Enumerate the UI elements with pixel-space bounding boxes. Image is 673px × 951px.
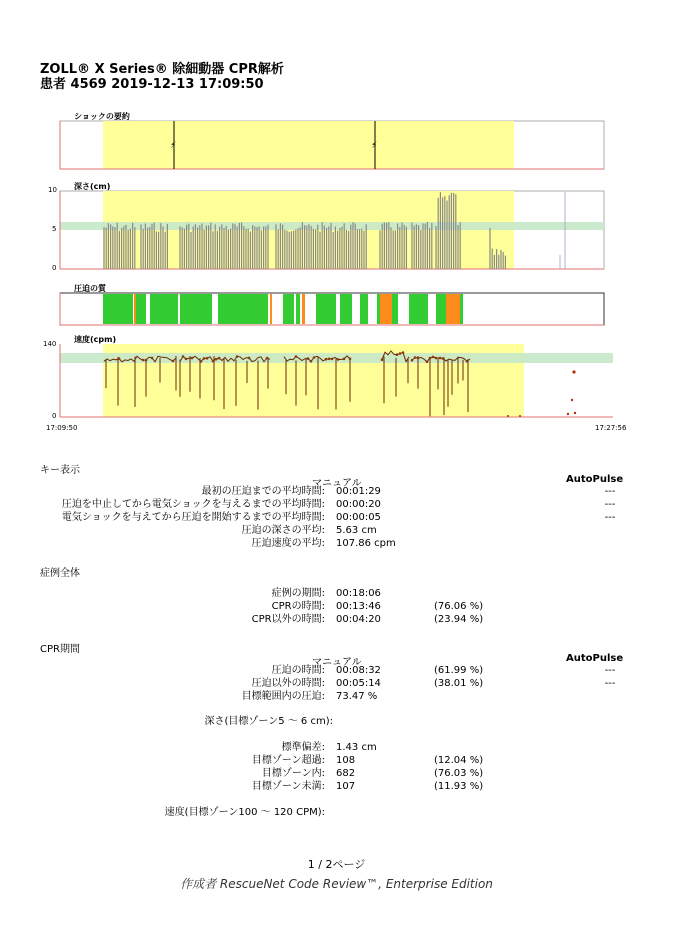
rate-point [435, 357, 438, 360]
overall-row [0, 588, 673, 600]
report-title: ZOLL® X Series® 除細動器 CPR解析 [40, 62, 284, 77]
rate-point [466, 360, 469, 363]
overall-row [0, 614, 673, 626]
row-value: 00:01:29 [336, 486, 381, 497]
rate-chart [60, 344, 613, 417]
key-row [0, 499, 673, 511]
row-label: 目標ゾーン内: [261, 768, 325, 779]
cpr-charts [0, 0, 673, 440]
shock-summary-chart [60, 121, 604, 169]
row-value: 107 [336, 781, 356, 792]
depth-chart-label: 深さ(cm) [74, 182, 111, 191]
rate-point [118, 357, 121, 360]
row-value: 00:08:32 [336, 665, 381, 676]
rate-point [439, 357, 442, 360]
row-value: 00:04:20 [336, 614, 381, 625]
quality-segment [218, 294, 268, 324]
manual-column-header: マニュアル [312, 657, 362, 668]
quality-segment [360, 294, 368, 324]
rate-point [432, 356, 435, 359]
row-percent: (61.99 %) [434, 665, 484, 676]
rate-point [203, 357, 206, 360]
row-value: 107.86 cpm [336, 538, 396, 549]
row-percent: (12.04 %) [434, 755, 484, 766]
compression-quality-chart [60, 293, 604, 325]
row-label: 圧迫の時間: [271, 665, 325, 676]
rate-point [218, 357, 221, 360]
rate-point [337, 358, 340, 361]
quality-chart-label: 圧迫の質 [74, 284, 106, 293]
rate-point [325, 358, 328, 361]
rate-point [414, 356, 417, 359]
rate-point [212, 360, 215, 363]
manual-column-header: マニュアル [312, 478, 362, 489]
svg-text:⚡: ⚡ [371, 141, 378, 151]
quality-segment [446, 294, 460, 324]
quality-segment [409, 294, 428, 324]
rate-point [185, 358, 188, 361]
overall-heading: 症例全体 [40, 568, 80, 579]
quality-segment [180, 294, 212, 324]
quality-segment [302, 294, 305, 324]
depth-row [0, 742, 673, 754]
row-autopulse: --- [604, 486, 616, 497]
patient-line: 患者 4569 2019-12-13 17:09:50 [40, 77, 264, 92]
rate-point [349, 358, 352, 361]
rate-point [142, 359, 145, 362]
rate-point [426, 360, 429, 363]
rate-point [396, 353, 399, 356]
page-number: 1 / 2ページ [307, 858, 366, 871]
quality-segment [150, 294, 178, 324]
key-row [0, 525, 673, 537]
row-percent: (11.93 %) [434, 781, 484, 792]
row-value: 00:00:05 [336, 512, 381, 523]
row-label: 症例の期間: [271, 588, 325, 599]
rate-point [266, 357, 269, 360]
time-start-label: 17:09:50 [46, 424, 78, 432]
quality-segment [436, 294, 446, 324]
quality-segment [340, 294, 352, 324]
row-percent: (38.01 %) [434, 678, 484, 689]
row-percent: (23.94 %) [434, 614, 484, 625]
rate-point [307, 357, 310, 360]
depth-row [0, 768, 673, 780]
row-label: 圧迫を中止してから電気ショックを与えるまでの平均時間: [61, 499, 325, 510]
rate-point [442, 357, 445, 360]
cpr-row [0, 678, 673, 690]
row-autopulse: --- [604, 512, 616, 523]
key-row [0, 512, 673, 524]
depth-subheading: 深さ(目標ゾーン5 ～ 6 cm): [204, 716, 333, 727]
rate-point [343, 358, 346, 361]
depth-tick: 10 [48, 186, 57, 194]
rate-point [402, 351, 405, 354]
rate-tick: 0 [52, 412, 57, 420]
depth-tick: 5 [52, 225, 57, 233]
row-value: 00:00:20 [336, 499, 381, 510]
autopulse-column-header: AutoPulse [566, 474, 624, 485]
quality-segment [134, 294, 136, 324]
row-label: 目標範囲内の圧迫: [241, 691, 325, 702]
rate-point [310, 360, 313, 363]
row-percent: (76.06 %) [434, 601, 484, 612]
row-value: 00:05:14 [336, 678, 381, 689]
overall-row [0, 601, 673, 613]
depth-subheading-row [0, 716, 673, 728]
rate-point [411, 359, 414, 362]
cpr-heading: CPR期間 [40, 644, 80, 655]
row-label: 圧迫の深さの平均: [241, 525, 325, 536]
rate-subheading-row [0, 807, 673, 819]
rate-point [328, 358, 331, 361]
rate-point [151, 357, 154, 360]
row-label: CPR以外の時間: [251, 614, 325, 625]
rate-point [313, 356, 316, 359]
row-label: 圧迫速度の平均: [251, 538, 325, 549]
row-value: 682 [336, 768, 356, 779]
quality-segment [380, 294, 392, 324]
row-value: 00:18:06 [336, 588, 381, 599]
rate-point [145, 359, 148, 362]
row-value: 73.47 % [336, 691, 378, 702]
quality-segment [377, 294, 380, 324]
rate-point [200, 360, 203, 363]
rate-point [206, 357, 209, 360]
cpr-period-band [103, 121, 514, 169]
row-label: 目標ゾーン超過: [251, 755, 325, 766]
key-heading: キー表示 [40, 465, 80, 476]
rate-point [215, 358, 218, 361]
time-end-label: 17:27:56 [595, 424, 627, 432]
row-autopulse: --- [604, 678, 616, 689]
cpr-row [0, 691, 673, 703]
row-value: 5.63 cm [336, 525, 377, 536]
cpr-row [0, 665, 673, 677]
row-label: 目標ゾーン未満: [251, 781, 325, 792]
rate-point [331, 358, 334, 361]
rate-subheading: 速度(目標ゾーン100 ～ 120 CPM): [164, 807, 325, 818]
quality-segment [392, 294, 398, 324]
rate-point [381, 358, 384, 361]
depth-row [0, 781, 673, 793]
row-value: 108 [336, 755, 356, 766]
rate-point [172, 360, 175, 363]
rate-point [236, 355, 239, 358]
row-label: 標準偏差: [281, 742, 325, 753]
depth-chart [60, 191, 604, 269]
row-label: 電気ショックを与えてから圧迫を開始するまでの平均時間: [61, 512, 325, 523]
rate-point [191, 357, 194, 360]
row-value: 00:13:46 [336, 601, 381, 612]
quality-segment [316, 294, 336, 324]
rate-point [295, 355, 298, 358]
depth-tick: 0 [52, 264, 57, 272]
shock-chart-label: ショックの要約 [74, 112, 130, 121]
row-percent: (76.03 %) [434, 768, 484, 779]
depth-target-zone [60, 222, 604, 230]
key-row [0, 538, 673, 550]
rate-point [182, 355, 185, 358]
svg-text:⚡: ⚡ [170, 141, 177, 151]
row-autopulse: --- [604, 499, 616, 510]
quality-segment [296, 294, 300, 324]
row-label: 最初の圧迫までの平均時間: [201, 486, 325, 497]
rate-point [417, 357, 420, 360]
rate-point [429, 357, 432, 360]
quality-segment [103, 294, 133, 324]
key-row [0, 486, 673, 498]
rate-point [399, 352, 402, 355]
row-label: 圧迫以外の時間: [251, 678, 325, 689]
rate-chart-label: 速度(cpm) [74, 335, 117, 344]
quality-segment [270, 294, 272, 324]
rate-tick: 140 [43, 340, 57, 348]
depth-row [0, 755, 673, 767]
quality-segment [460, 294, 463, 324]
quality-segment [283, 294, 294, 324]
row-label: CPRの時間: [271, 601, 325, 612]
row-autopulse: --- [604, 665, 616, 676]
autopulse-column-header: AutoPulse [566, 653, 624, 664]
rate-point [248, 357, 251, 360]
quality-segment [136, 294, 146, 324]
row-value: 1.43 cm [336, 742, 377, 753]
generated-by: 作成者 RescueNet Code Review™, Enterprise Edition [180, 877, 493, 891]
